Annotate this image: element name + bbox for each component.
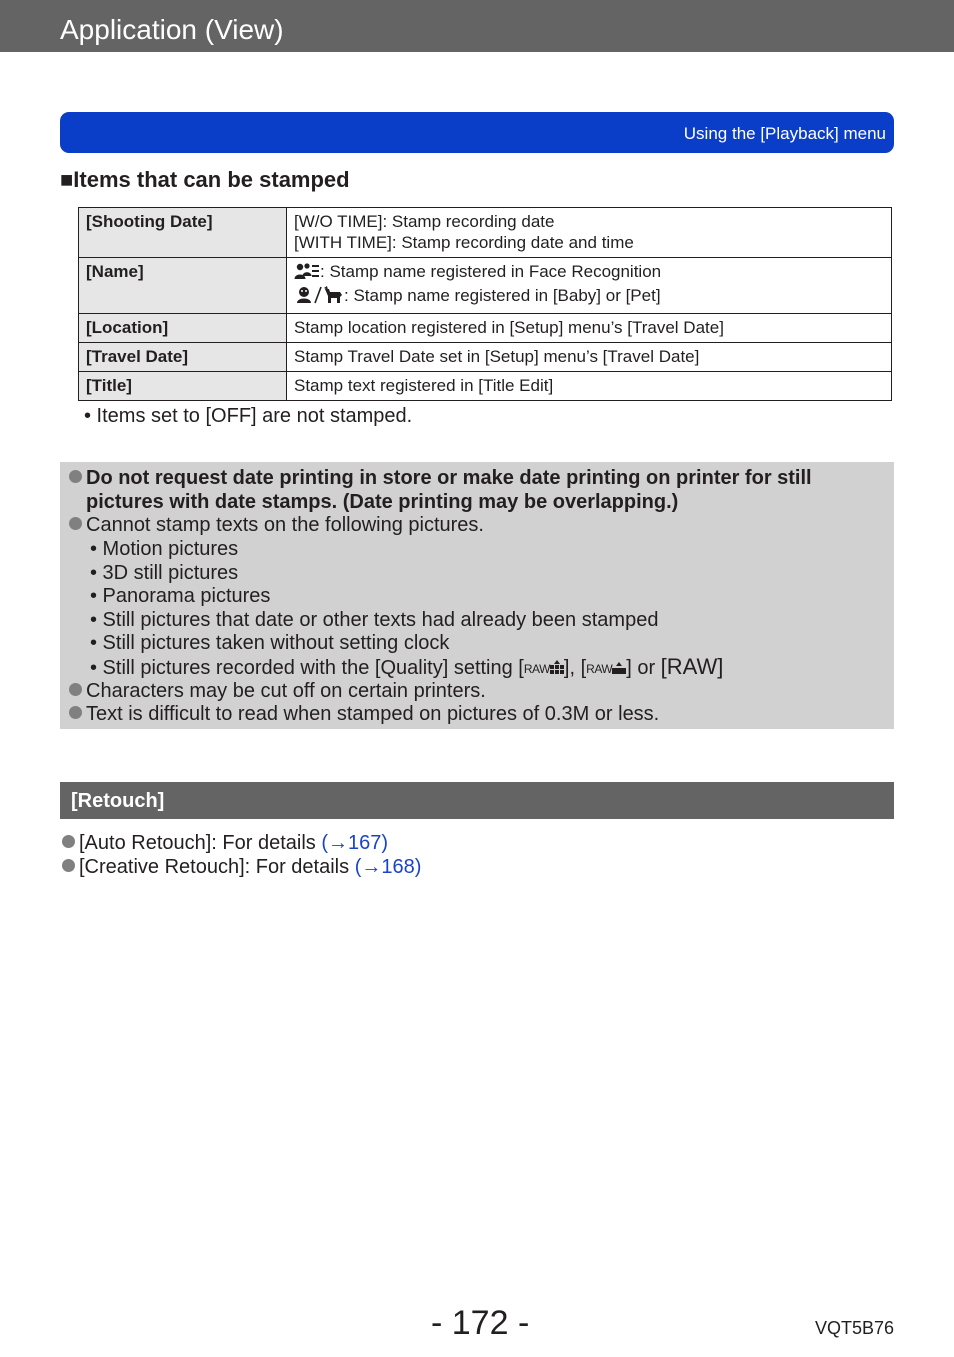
- quality-text: ], [: [563, 657, 587, 679]
- bullet-dot-icon: [69, 470, 82, 483]
- retouch-item-text: [Auto Retouch]: For details: [79, 832, 322, 854]
- square-bullet-icon: ■: [60, 167, 74, 192]
- table-key: [Travel Date]: [79, 343, 287, 372]
- list-item: • Panorama pictures: [90, 585, 271, 607]
- table-key: [Name]: [79, 258, 287, 314]
- list-item-quality: [90, 655, 723, 680]
- header-bar: [0, 0, 954, 52]
- table-row: [79, 343, 892, 372]
- bullet-dot-icon: [69, 683, 82, 696]
- bullet-dot-icon: [69, 517, 82, 530]
- table-value-line: [WITH TIME]: Stamp recording date and time: [294, 233, 634, 252]
- raw-icon: [RAW]: [660, 654, 724, 679]
- table-row: [79, 258, 892, 314]
- table-row: [79, 372, 892, 401]
- off-items-note: • Items set to [OFF] are not stamped.: [84, 405, 413, 427]
- raw-standard-icon: [586, 660, 626, 676]
- retouch-item-text: [Creative Retouch]: For details: [79, 856, 355, 878]
- pet-icon: [322, 286, 344, 309]
- table-key: [Title]: [79, 372, 287, 401]
- list-item: • 3D still pictures: [90, 562, 239, 584]
- list-item: • Still pictures that date or other texts had already been stamped: [90, 609, 659, 631]
- table-value-line: : Stamp name registered in [Baby] or [Pet]: [344, 286, 661, 305]
- auto-retouch-link[interactable]: (→167): [321, 832, 389, 854]
- list-item: [62, 855, 421, 879]
- retouch-title: [Retouch]: [71, 790, 165, 812]
- table-value-line-baby-pet: [294, 285, 884, 309]
- section-label: Using the [Playback] menu: [683, 124, 886, 143]
- list-item: [62, 831, 388, 855]
- stamp-items-table: [78, 207, 892, 401]
- table-key: [Location]: [79, 314, 287, 343]
- bullet-dot-icon: [62, 835, 75, 848]
- retouch-section-bar: [60, 782, 894, 819]
- bullet-dot-icon: [62, 859, 75, 872]
- table-value: [287, 258, 892, 314]
- slash-separator-icon: [314, 286, 322, 309]
- caution-text: Text is difficult to read when stamped on pictures of 0.3M or less.: [86, 703, 660, 725]
- bullet-dot-icon: [69, 706, 82, 719]
- table-value-line-face: [294, 261, 884, 285]
- table-key: [Shooting Date]: [79, 208, 287, 258]
- quality-text: ] or: [626, 657, 661, 679]
- caution-text: Do not request date printing in store or make date printing on printer for still: [86, 467, 812, 489]
- raw-fine-icon: [524, 660, 564, 676]
- table-row: [79, 208, 892, 258]
- caution-line: pictures with date stamps. (Date printing may be overlapping.): [86, 491, 679, 513]
- raw-badge-text: RAW: [523, 662, 550, 676]
- table-value-line: [W/O TIME]: Stamp recording date: [294, 212, 555, 231]
- list-item: • Motion pictures: [90, 538, 239, 560]
- table-value: Stamp text registered in [Title Edit]: [287, 372, 892, 401]
- page-number: - 172 -: [431, 1304, 530, 1342]
- caution-text: Cannot stamp texts on the following pictures.: [86, 514, 484, 536]
- caution-line: [69, 679, 486, 703]
- caution-line: [69, 466, 812, 490]
- list-item: • Still pictures taken without setting clock: [90, 632, 450, 654]
- face-recognition-icon: [294, 262, 320, 285]
- items-heading-text: Items that can be stamped: [73, 167, 350, 192]
- raw-badge-text: RAW: [586, 662, 613, 676]
- model-code: VQT5B76: [814, 1318, 894, 1338]
- creative-retouch-link[interactable]: (→168): [354, 856, 422, 878]
- page-title: Application (View): [60, 14, 284, 45]
- table-value-line: : Stamp name registered in Face Recognition: [320, 262, 662, 281]
- table-value: [287, 208, 892, 258]
- table-row: [79, 314, 892, 343]
- table-value: Stamp location registered in [Setup] menu’s [Travel Date]: [287, 314, 892, 343]
- caution-box: [60, 462, 894, 729]
- items-heading: [60, 167, 350, 193]
- table-value: Stamp Travel Date set in [Setup] menu’s [Travel Date]: [287, 343, 892, 372]
- baby-icon: [294, 286, 314, 309]
- caution-line: [69, 513, 484, 537]
- caution-text: Characters may be cut off on certain printers.: [86, 680, 486, 702]
- section-bar: [60, 112, 894, 153]
- caution-line: [69, 702, 659, 726]
- quality-text: • Still pictures recorded with the [Quality] setting [: [90, 657, 524, 679]
